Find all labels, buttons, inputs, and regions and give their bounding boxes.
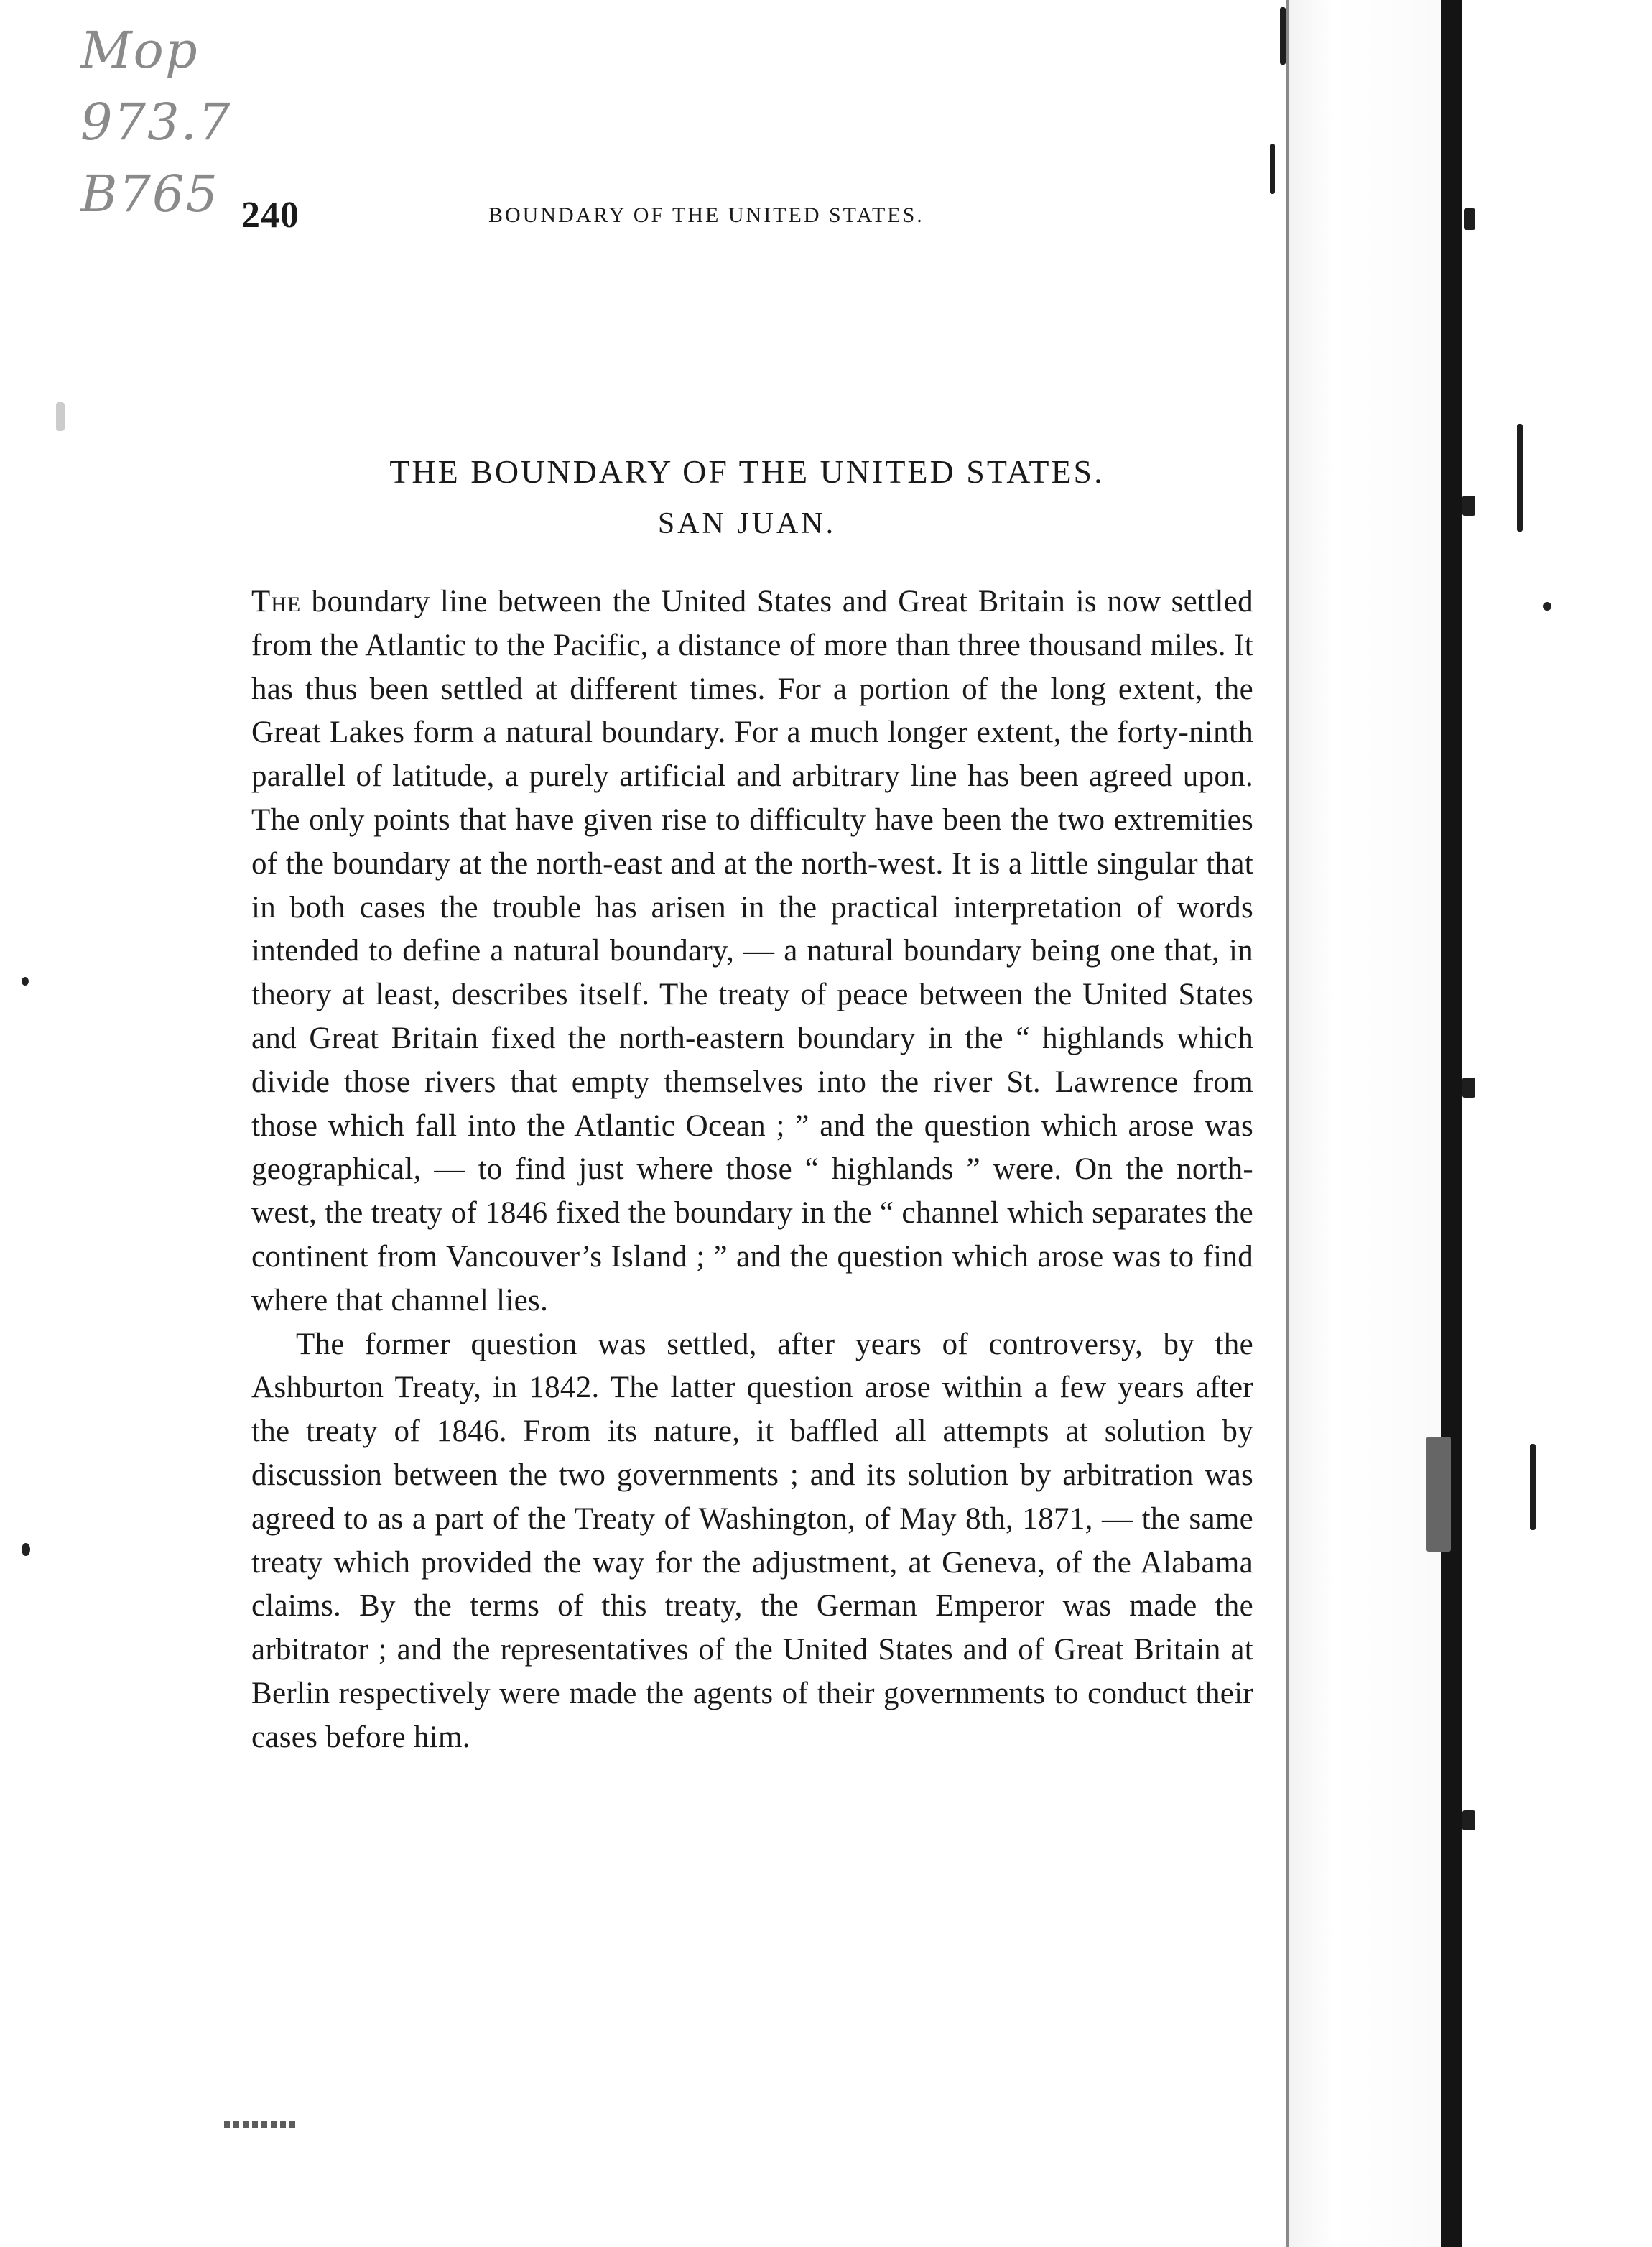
article-subtitle: SAN JUAN. xyxy=(657,507,837,540)
paragraph-text: The former question was settled, after years of controversy, by the Ashburton Treaty, in 1842. The latter question arose within a few years after the treaty of 1846. From its nature, it baffled all attempts at solution by discussion between the two governments ; and its solution by arbitration was agreed to as a part of the Treaty of Washington, of May 8th, 1871, — the same treaty which provided the way for the adjustment, at Geneva, of the Alabama claims. By the terms of this treaty, the German Emperor was made the arbitrator ; and the representatives of the United States and of Great Britain at Berlin respectively were made the agents of their governments to conduct their cases before him. xyxy=(251,1327,1253,1754)
article-title: THE BOUNDARY OF THE UNITED STATES. xyxy=(389,453,1105,490)
edge-mark xyxy=(1462,496,1475,516)
running-header: BOUNDARY OF THE UNITED STATES. xyxy=(488,203,924,227)
edge-mark xyxy=(1270,144,1275,194)
call-number-line: Mop xyxy=(80,21,199,80)
paragraph-1 xyxy=(251,580,1253,1323)
printer-mark xyxy=(224,2121,296,2128)
page-number: 240 xyxy=(241,195,300,236)
page-edge-shadow xyxy=(1289,0,1441,2247)
edge-speck xyxy=(1543,602,1551,611)
page-edge-line xyxy=(1286,0,1289,2247)
edge-speck xyxy=(56,402,65,431)
edge-mark xyxy=(1464,208,1475,230)
paragraph-2 xyxy=(251,1323,1253,1760)
article-body xyxy=(251,580,1253,1760)
call-number-line: 973.7 xyxy=(80,93,232,152)
edge-speck xyxy=(22,1543,30,1556)
edge-mark xyxy=(1462,1810,1475,1830)
paragraph-text: boundary line between the United States and Great Britain is now settled from the Atlantic to the Pacific, a distance of more than three thousand miles. It has thus been settled at different times. For a portion of the long extent, the Great Lakes form a natural boundary. For a much longer extent, the forty-ninth parallel of latitude, a purely artificial and arbitrary line has been agreed upon. The only points that have given rise to difficulty have been the two extremities of the boundary at the north-east and at the north-west. It is a little singular that in both cases the trouble has arisen in the practical interpretation of words intended to define a natural boundary, — a natural boundary being one that, in theory at least, describes itself. The treaty of peace between the United States and Great Britain fixed the north-eastern boundary in the “ highlands which divide those rivers that empty themselves into the river St. Lawrence from those which fall into the Atlantic Ocean ; ” and the question which arose was geographical, — to find just where those “ highlands ” were. On the north-west, the treaty of 1846 fixed the boundary in the “ channel which separates the continent from Vancouver’s Island ; ” and the question which arose was to find where that channel lies. xyxy=(251,585,1253,1317)
call-number-line: B765 xyxy=(80,165,220,223)
edge-mark xyxy=(1530,1444,1536,1530)
edge-mark xyxy=(1280,7,1286,65)
edge-mark xyxy=(1517,424,1523,532)
edge-mark xyxy=(1426,1437,1451,1552)
edge-speck xyxy=(22,977,29,986)
paragraph-lead: The xyxy=(251,585,302,618)
binding-stripe xyxy=(1441,0,1462,2247)
edge-mark xyxy=(1462,1078,1475,1098)
